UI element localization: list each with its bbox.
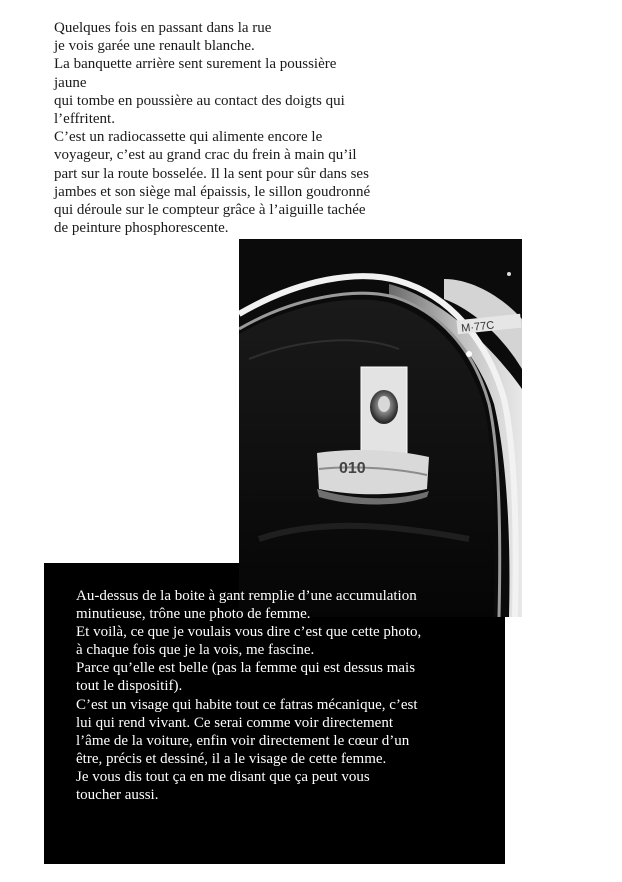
text-line: La banquette arrière sent surement la poussière (54, 56, 337, 73)
car-window-photo (239, 239, 522, 617)
text-line: qui tombe en poussière au contact des doigts qui (54, 92, 345, 109)
text-line: toucher aussi. (76, 787, 159, 804)
text-line: je vois garée une renault blanche. (54, 38, 255, 55)
banknote-text: 010 (339, 460, 366, 477)
text-line: l’âme de la voiture, enfin voir directement le cœur d’un (76, 732, 410, 749)
plate-text: M·77C (460, 319, 495, 335)
text-line: jambes et son siège mal épaissis, le sillon goudronné (54, 183, 371, 200)
text-line: jaune (54, 74, 87, 91)
text-line: l’effritent. (54, 111, 115, 128)
text-line: Parce qu’elle est belle (pas la femme qui est dessus mais (76, 660, 416, 677)
text-line: minutieuse, trône une photo de femme. (76, 606, 311, 623)
text-line: être, précis et dessiné, il a le visage de cette femme. (76, 750, 387, 767)
text-line: voyageur, c’est au grand crac du frein à main qu’il (54, 147, 357, 164)
text-line: C’est un visage qui habite tout ce fatras mécanique, c’est (76, 696, 418, 713)
text-line: Et voilà, ce que je voulais vous dire c’est que cette photo, (76, 624, 422, 641)
text-line: tout le dispositif). (76, 678, 183, 695)
intro-paragraph (54, 19, 434, 237)
body-paragraph (76, 587, 486, 804)
text-line: Au-dessus de la boite à gant remplie d’une accumulation (76, 588, 417, 604)
text-line: qui déroule sur le compteur grâce à l’aiguille tachée (54, 202, 366, 219)
text-line: lui qui rend vivant. Ce serai comme voir directement (76, 714, 393, 731)
text-line: part sur la route bosselée. Il la sent pour sûr dans ses (54, 165, 369, 182)
text-line: Je vous dis tout ça en me disant que ça peut vous (76, 768, 370, 785)
text-line: C’est un radiocassette qui alimente encore le (54, 129, 323, 146)
text-line: Quelques fois en passant dans la rue (54, 20, 272, 36)
text-line: de peinture phosphorescente. (54, 220, 229, 237)
text-line: à chaque fois que je la vois, me fascine. (76, 642, 315, 659)
